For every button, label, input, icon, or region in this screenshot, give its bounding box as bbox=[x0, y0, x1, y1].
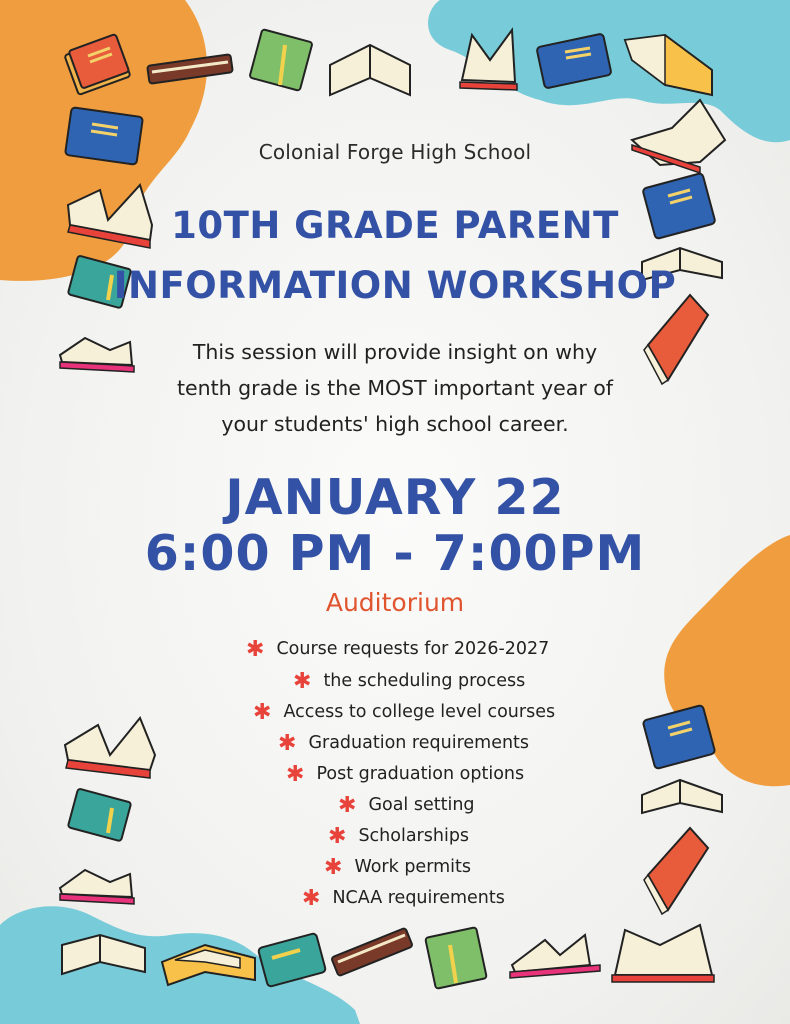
list-item bbox=[253, 701, 555, 724]
book-icon bbox=[65, 718, 155, 778]
book-icon bbox=[330, 45, 410, 95]
topic-text: Scholarships bbox=[358, 826, 470, 846]
bullet-star-icon: ✱ bbox=[324, 855, 343, 880]
book-icon bbox=[425, 927, 487, 989]
description-line-1: This session will provide insight on why bbox=[192, 340, 598, 364]
book-icon bbox=[60, 870, 134, 904]
topic-text: Goal setting bbox=[368, 795, 475, 815]
topic-text: Course requests for 2026-2027 bbox=[276, 639, 550, 659]
bullet-star-icon: ✱ bbox=[286, 762, 305, 787]
event-datetime bbox=[0, 470, 790, 582]
description-line-3: your students' high school career. bbox=[221, 412, 569, 436]
topic-text: Work permits bbox=[354, 857, 471, 877]
bullet-star-icon: ✱ bbox=[338, 793, 357, 818]
event-description bbox=[0, 334, 790, 442]
book-icon bbox=[249, 29, 312, 91]
book-icon bbox=[68, 788, 131, 841]
topic-text: NCAA requirements bbox=[332, 888, 505, 908]
list-item bbox=[293, 670, 525, 693]
list-item bbox=[328, 825, 469, 848]
event-time: 6:00 PM - 7:00PM bbox=[144, 525, 646, 582]
bullet-star-icon: ✱ bbox=[328, 824, 347, 849]
list-item bbox=[278, 732, 529, 755]
book-icon bbox=[643, 705, 716, 769]
school-name: Colonial Forge High School bbox=[258, 140, 532, 164]
book-icon bbox=[258, 933, 326, 987]
event-title bbox=[0, 196, 790, 316]
list-item bbox=[246, 638, 549, 661]
event-title-line-2: INFORMATION WORKSHOP bbox=[113, 264, 677, 307]
description-line-2: tenth grade is the MOST important year of bbox=[176, 376, 614, 400]
bullet-star-icon: ✱ bbox=[302, 886, 321, 911]
topic-text: Post graduation options bbox=[316, 764, 525, 784]
topic-text: the scheduling process bbox=[323, 671, 526, 691]
topic-text: Graduation requirements bbox=[308, 733, 530, 753]
topic-text: Access to college level courses bbox=[283, 702, 556, 722]
book-icon bbox=[510, 935, 600, 978]
bullet-star-icon: ✱ bbox=[293, 669, 312, 694]
bullet-star-icon: ✱ bbox=[278, 731, 297, 756]
book-icon bbox=[612, 925, 714, 982]
list-item bbox=[338, 794, 475, 817]
bullet-star-icon: ✱ bbox=[246, 637, 265, 662]
bullet-star-icon: ✱ bbox=[253, 700, 272, 725]
event-location: Auditorium bbox=[325, 588, 465, 617]
event-date: JANUARY 22 bbox=[225, 469, 565, 526]
book-icon bbox=[644, 828, 708, 914]
list-item bbox=[324, 856, 471, 879]
book-icon bbox=[331, 928, 413, 977]
list-item bbox=[302, 887, 505, 910]
list-item bbox=[286, 763, 524, 786]
event-title-line-1: 10TH GRADE PARENT bbox=[171, 204, 619, 247]
book-icon bbox=[642, 780, 722, 813]
